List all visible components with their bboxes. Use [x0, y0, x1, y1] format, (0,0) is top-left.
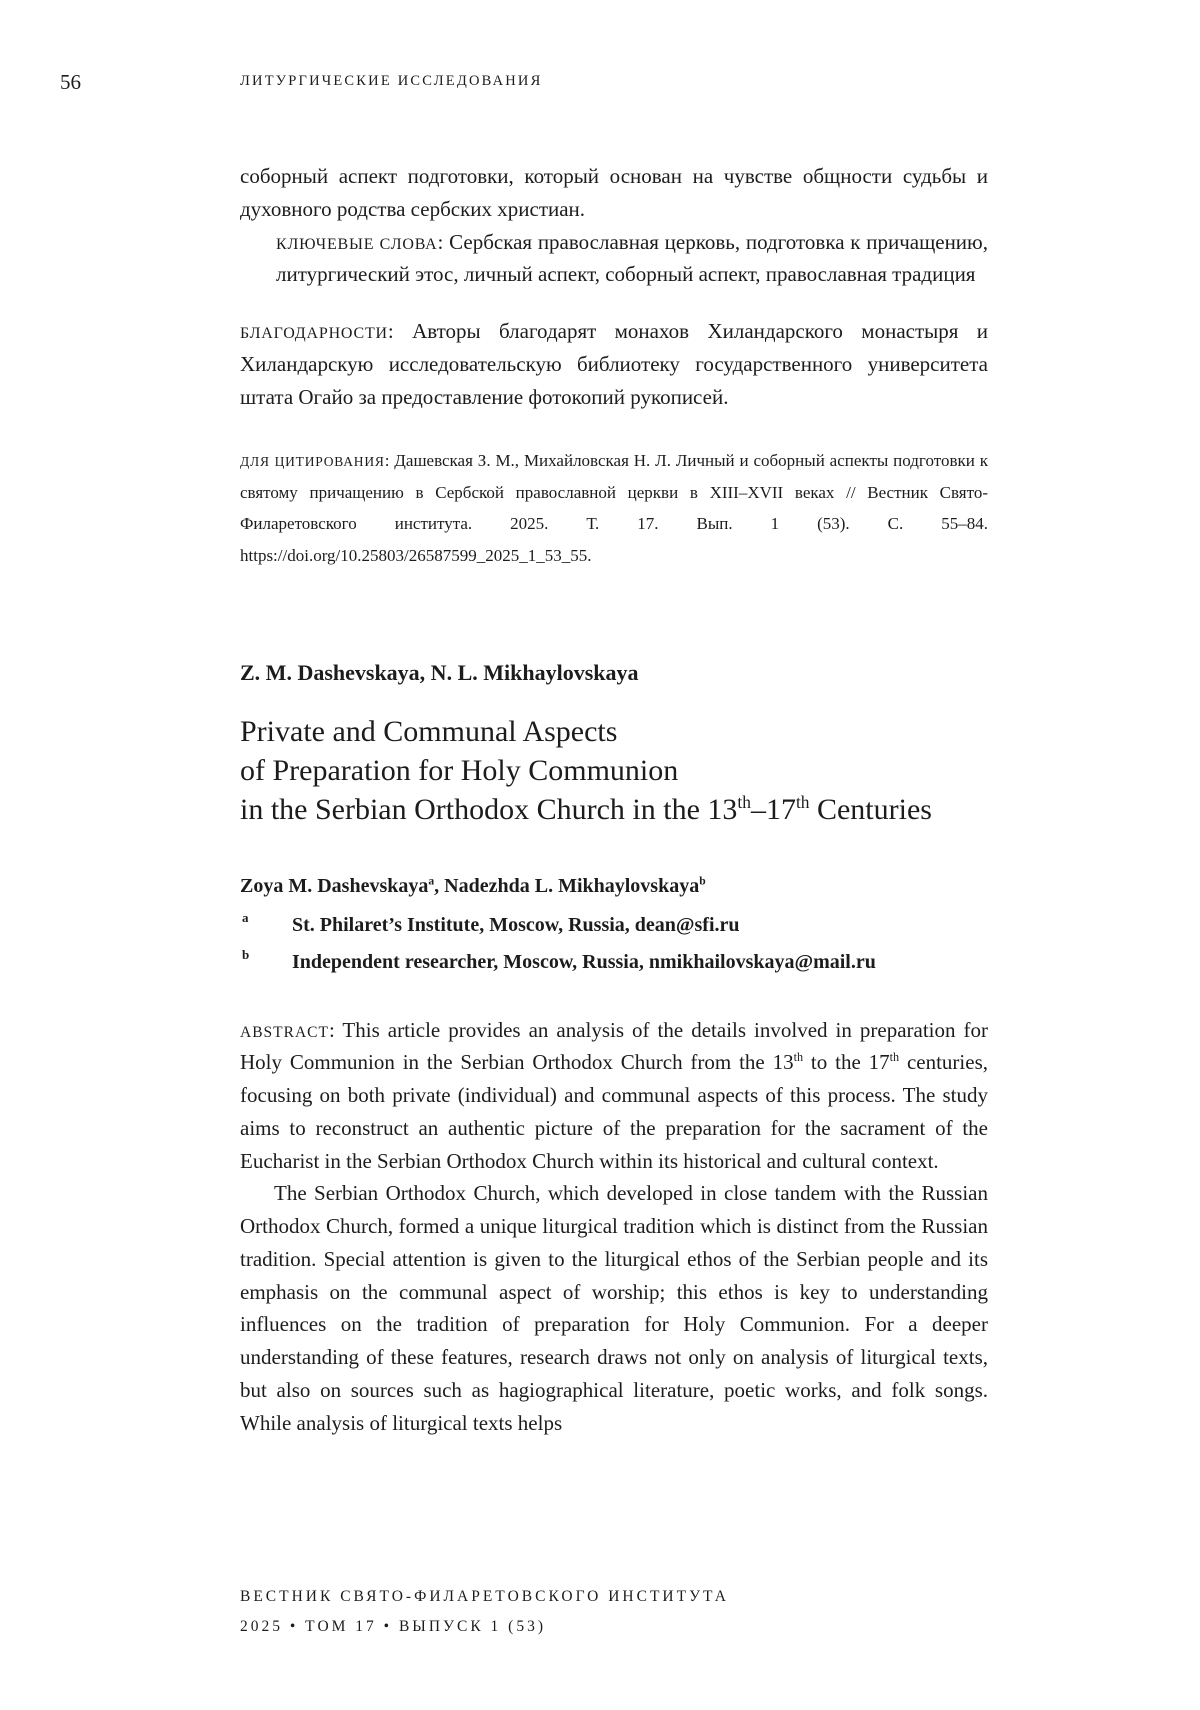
keywords-label: КЛЮЧЕВЫЕ СЛОВА	[276, 235, 438, 253]
authors-short-line: Z. M. Dashevskaya, N. L. Mikhaylovskaya	[240, 659, 639, 685]
acknowledgements-text: : Авторы благодарят монахов Хиландарского монастыря и Хиландарскую исследовательскую библиотеку государственного университета штата Огайо за предоставление фотокопий рукописей.	[240, 319, 988, 409]
author-1-name: Zoya M. Dashevskaya	[240, 874, 429, 897]
abstract-paragraph-1: ABSTRACT: This article provides an analysis of the details involved in preparation for Holy Communion in the Serbian Orthodox Church from the 13th to the 17th centuries, focusing on both private (individual) and communal aspects of this process. The study aims to reconstruct an authentic picture of the preparation for the sacrament of the Eucharist in the Serbian Orthodox Church within its historical and cultural context.	[240, 1017, 988, 1173]
affiliation-text-a: St. Philaret’s Institute, Moscow, Russia, dean@sfi.ru	[292, 913, 740, 936]
abstract-label: ABSTRACT	[240, 1023, 329, 1041]
lead-paragraph: соборный аспект подготовки, который основан на чувстве общности судьбы и духовного родства сербских христиан.	[240, 164, 988, 221]
running-head-title: ЛИТУРГИЧЕСКИЕ ИССЛЕДОВАНИЯ	[240, 73, 543, 89]
author-2-affiliation-marker: b	[699, 874, 706, 888]
citation-label: ДЛЯ ЦИТИРОВАНИЯ	[240, 454, 385, 470]
affiliation-item	[240, 947, 988, 978]
title-line-3: in the Serbian Orthodox Church in the 13th–17th Centuries	[240, 791, 932, 826]
authors-full-line: Zoya M. Dashevskaya$^a$, Nadezhda L. Mikhaylovskaya$^b$	[240, 874, 706, 897]
title-line-2: of Preparation for Holy Communion	[240, 753, 679, 787]
affiliation-item	[240, 910, 988, 941]
author-1-affiliation-marker: a	[428, 874, 435, 888]
page-footer	[240, 1582, 729, 1642]
author-2-name: Nadezhda L. Mikhaylovskaya	[444, 874, 700, 897]
title-superscript-th-1: th	[737, 791, 751, 812]
acknowledgements-paragraph	[240, 315, 988, 413]
keywords-text: : Сербская православная церковь, подготовка к причащению, литургический этос, личный аспект, соборный аспект, православная традиция	[276, 229, 988, 287]
citation-text: : Дашевская З. М., Михайловская Н. Л. Личный и соборный аспекты подготовки к святому причащению в Сербской православной церкви в XIII–XVII веках // Вестник Свято-Филаретовского института. 2025. Т. 17. Вып. 1 (53). С. 55–84.	[240, 451, 988, 534]
text-column	[240, 160, 988, 1439]
title-superscript-th-2: th	[795, 791, 810, 812]
abstract-paragraph-2: The Serbian Orthodox Church, which developed in close tandem with the Russian Orthodox Church, formed a unique liturgical tradition which is distinct from the Russian tradition. Special attention is given to the liturgical ethos of the Serbian people and its emphasis on the communal aspect of worship; this ethos is key to understanding influences on the tradition of preparation for Holy Communion. For a deeper understanding of these features, research draws not only on analysis of liturgical texts, but also on sources such as hagiographical literature, poetic works, and folk songs. While analysis of liturgical texts helps	[240, 1181, 988, 1435]
abstract-section	[240, 1014, 988, 1440]
abstract-superscript-th-1: th	[793, 1050, 804, 1065]
affiliation-text-b: Independent researcher, Moscow, Russia, nmikhailovskaya@mail.ru	[292, 950, 876, 973]
acknowledgements-label: БЛАГОДАРНОСТИ	[240, 325, 388, 342]
footer-journal-title: ВЕСТНИК СВЯТО-ФИЛАРЕТОВСКОГО ИНСТИТУТА	[240, 1588, 729, 1605]
affiliations-list	[240, 910, 988, 978]
citation-paragraph	[240, 445, 988, 571]
abstract-superscript-th-2: th	[889, 1050, 900, 1065]
article-title	[240, 712, 988, 829]
affiliation-marker-a: a	[242, 909, 249, 925]
title-line-1: Private and Communal Aspects	[240, 714, 618, 748]
page-number: 56	[60, 70, 81, 94]
doi-link[interactable]: https://doi.org/10.25803/26587599_2025_1_53_55.	[240, 546, 592, 566]
affiliation-marker-b: b	[242, 946, 250, 962]
footer-volume-issue: 2025 • ТОМ 17 • ВЫПУСК 1 (53)	[240, 1618, 546, 1636]
keywords-paragraph	[276, 226, 988, 292]
